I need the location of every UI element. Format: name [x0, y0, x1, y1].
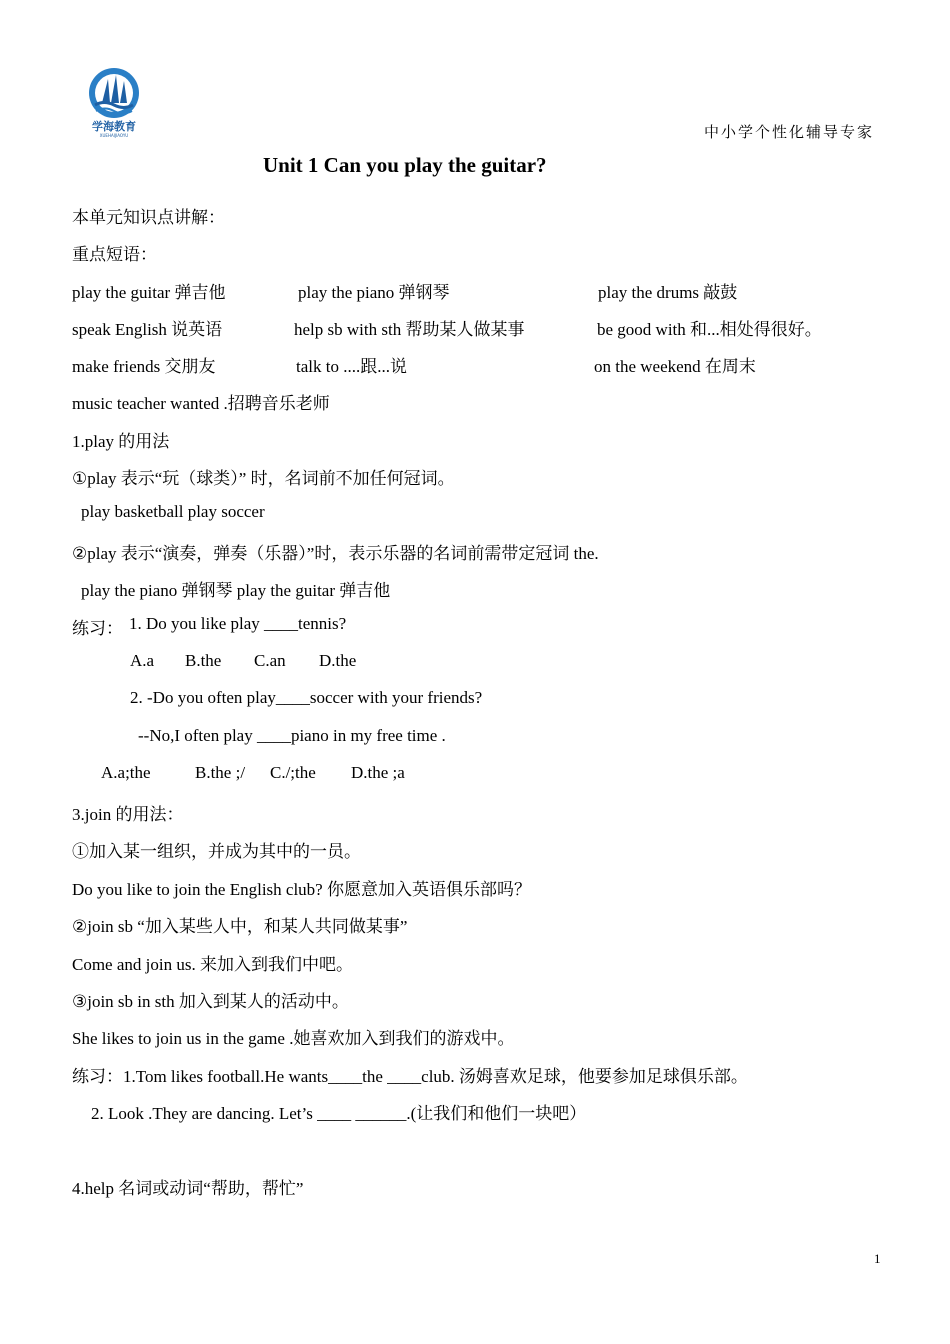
section-heading: 4.help 名词或动词“帮助，帮忙” [72, 1179, 304, 1198]
answer-option: C.an [254, 651, 286, 670]
header-slogan: 中小学个性化辅导专家 [703, 125, 874, 141]
example-text: Come and join us. 来加入到我们中吧。 [72, 955, 353, 974]
question-text: 1. Do you like play ____tennis? [129, 614, 347, 633]
rule-text: ①加入某一组织，并成为其中的一员。 [72, 842, 361, 861]
question-text: 练习：1.Tom likes football.He wants____the ____club. 汤姆喜欢足球，他要参加足球俱乐部。 [72, 1067, 748, 1086]
answer-option: A.a [130, 651, 155, 670]
question-text: 2. -Do you often play____soccer with your friends? [130, 688, 483, 707]
phrase-item: speak English 说英语 [72, 320, 223, 339]
section-heading: 1.play 的用法 [72, 432, 170, 451]
phrase-item: be good with 和...相处得很好。 [597, 320, 822, 339]
example-text: play the piano 弹钢琴 play the guitar 弹吉他 [81, 581, 391, 600]
rule-text: ②play 表示“演奏，弹奏（乐器）”时，表示乐器的名词前需带定冠词 the. [72, 544, 599, 563]
answer-option: D.the [319, 651, 357, 670]
phrases-heading: 重点短语： [72, 245, 157, 264]
phrase-item: play the guitar 弹吉他 [72, 283, 226, 302]
answer-option: C./;the [270, 763, 316, 782]
logo-subtext: XUEHAIJIAOYU [99, 133, 129, 138]
page-number: 1 [874, 1251, 881, 1266]
example-text: Do you like to join the English club? 你愿意加入英语俱乐部吗？ [72, 880, 531, 899]
rule-text: ③join sb in sth 加入到某人的活动中。 [72, 992, 349, 1011]
phrase-item: talk to ....跟...说 [296, 357, 407, 376]
answer-option: D.the ;a [351, 763, 405, 782]
example-text: She likes to join us in the game .她喜欢加入到我们的游戏中。 [72, 1029, 515, 1048]
intro-text: 本单元知识点讲解： [72, 208, 225, 227]
rule-text: ②join sb “加入某些人中，和某人共同做某事” [72, 917, 408, 936]
company-logo [86, 67, 142, 139]
phrase-item: play the drums 敲鼓 [598, 283, 738, 302]
answer-option: B.the [185, 651, 222, 670]
phrase-line: music teacher wanted .招聘音乐老师 [72, 394, 330, 413]
answer-option: A.a;the [101, 763, 151, 782]
phrase-item: play the piano 弹钢琴 [298, 283, 450, 302]
example-text: play basketball play soccer [81, 502, 265, 521]
phrase-item: on the weekend 在周末 [594, 357, 756, 376]
phrase-item: make friends 交朋友 [72, 357, 216, 376]
rule-text: ①play 表示“玩（球类）” 时，名词前不加任何冠词。 [72, 469, 455, 488]
logo-emblem-icon [86, 67, 142, 139]
section-heading: 3.join 的用法： [72, 805, 184, 824]
phrase-item: help sb with sth 帮助某人做某事 [294, 320, 525, 339]
question-text: --No,I often play ____piano in my free time . [138, 726, 446, 745]
practice-label: 练习： [72, 619, 123, 638]
question-text: 2. Look .They are dancing. Let’s ____ ______.(让我们和他们一块吧） [91, 1104, 587, 1123]
logo-text: 学海教育 [92, 120, 136, 133]
answer-option: B.the ;/ [195, 763, 246, 782]
document-title: Unit 1 Can you play the guitar? [263, 153, 547, 177]
